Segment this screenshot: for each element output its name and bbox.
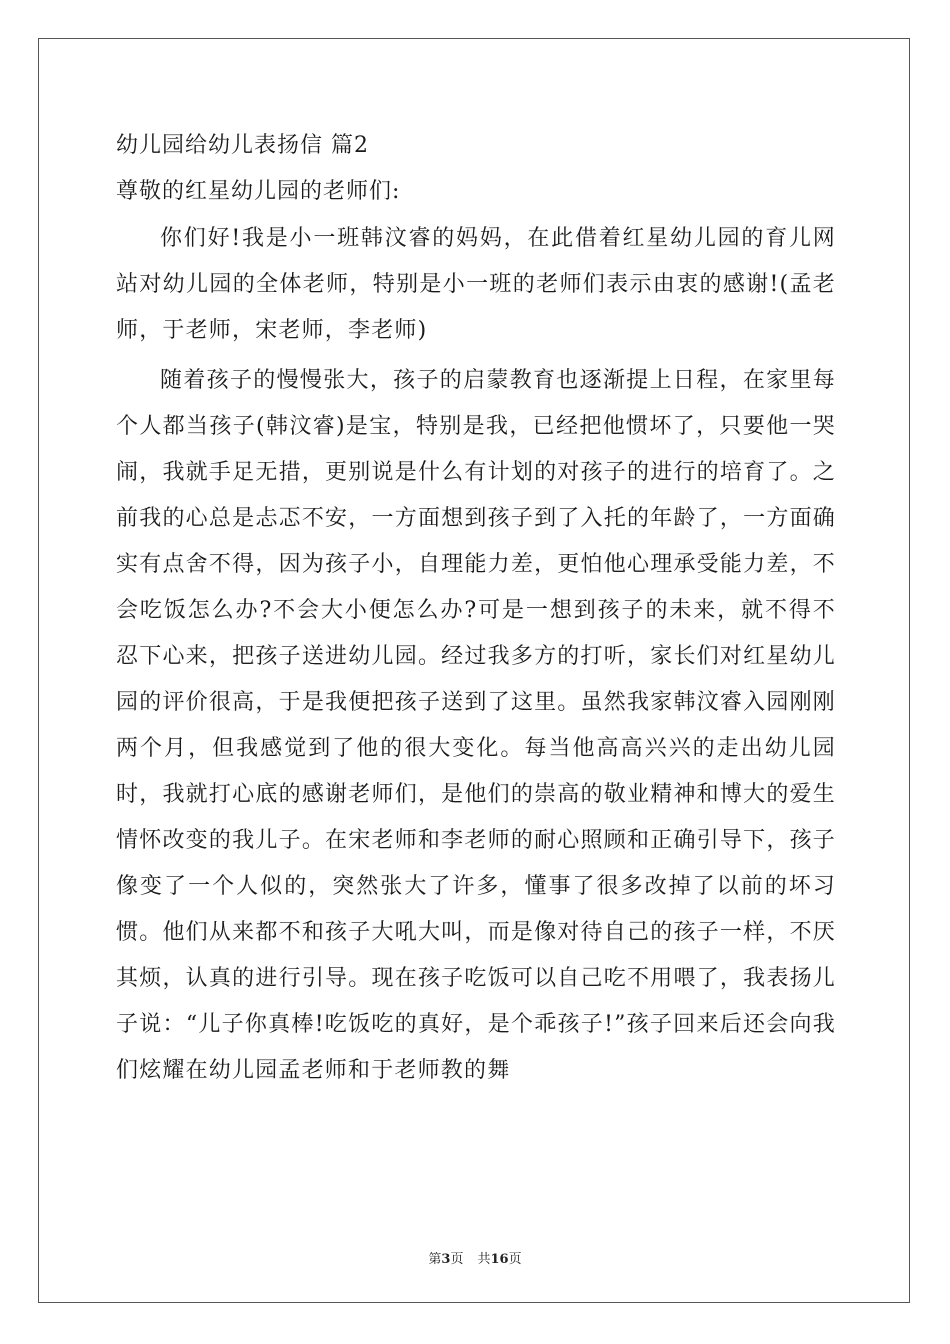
page-total: 16 — [490, 1252, 509, 1267]
total-prefix: 共 — [477, 1252, 491, 1267]
document-title: 幼儿园给幼儿表扬信 篇2 — [116, 133, 369, 158]
page-unit: 页 — [450, 1252, 464, 1267]
paragraph-greeting: 你们好!我是小一班韩汶睿的妈妈，在此借着红星幼儿园的育儿网站对幼儿园的全体老师，特别是小一班的老师们表示由衷的感谢!(孟老师，于老师，宋老师，李老师) — [116, 226, 836, 343]
page-footer — [0, 1248, 950, 1267]
page-prefix: 第 — [428, 1252, 442, 1267]
salutation: 尊敬的红星幼儿园的老师们: — [116, 179, 401, 204]
paragraph-body: 随着孩子的慢慢张大，孩子的启蒙教育也逐渐提上日程，在家里每个人都当孩子(韩汶睿)是宝，特别是我，已经把他惯坏了，只要他一哭闹，我就手足无措，更别说是什么有计划的对孩子的进行的培育了。之前我的心总是忐忑不安，一方面想到孩子到了入托的年龄了，一方面确实有点舍不得，因为孩子小，自理能力差，更怕他心理承受能力差，不会吃饭怎么办?不会大小便怎么办?可是一想到孩子的未来，就不得不忍下心来，把孩子送进幼儿园。经过我多方的打听，家长们对红星幼儿园的评价很高，于是我便把孩子送到了这里。虽然我家韩汶睿入园刚刚两个月，但我感觉到了他的很大变化。每当他高高兴兴的走出幼儿园时，我就打心底的感谢老师们，是他们的崇高的敬业精神和博大的爱生情怀改变的我儿子。在宋老师和李老师的耐心照顾和正确引导下，孩子像变了一个人似的，突然张大了许多，懂事了很多改掉了以前的坏习惯。他们从来都不和孩子大吼大叫，而是像对待自己的孩子一样，不厌其烦，认真的进行引导。现在孩子吃饭可以自己吃不用喂了，我表扬儿子说：“儿子你真棒!吃饭吃的真好，是个乖孩子!”孩子回来后还会向我们炫耀在幼儿园孟老师和于老师教的舞 — [116, 368, 836, 1083]
total-unit: 页 — [508, 1252, 522, 1267]
page-current: 3 — [441, 1252, 451, 1267]
document-body — [116, 126, 836, 1094]
